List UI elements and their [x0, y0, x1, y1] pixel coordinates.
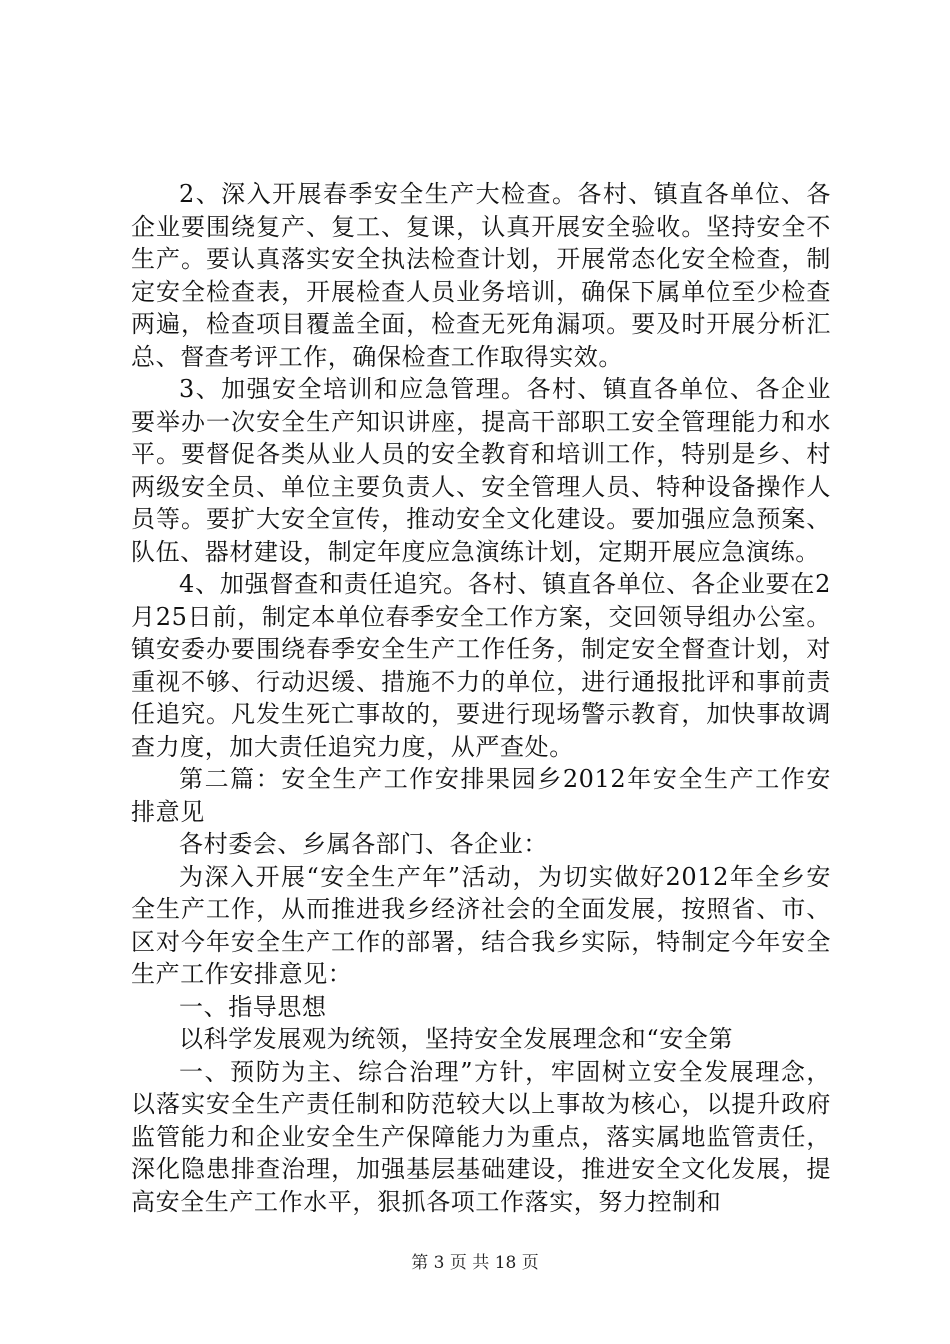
- salutation: 各村委会、乡属各部门、各企业：: [179, 830, 548, 858]
- document-body: [131, 178, 831, 1218]
- paragraph-supervision: 4、加强督查和责任追究。各村、镇直各单位、各企业要在2月25日前，制定本单位春季安全工作方案，交回领导组办公室。镇安委办要围绕春季安全生产工作任务，制定安全督查计划，对重视不够、行动迟缓、措施不力的单位，进行通报批评和事前责任追究。凡发生死亡事故的，要进行现场警示教育，加快事故调查力度，加大责任追究力度，从严查处。: [131, 570, 831, 761]
- paragraph-guiding-ideology-continued: 一、预防为主、综合治理”方针，牢固树立安全发展理念，以落实安全生产责任制和防范较大以上事故为核心，以提升政府监管能力和企业安全生产保障能力为重点，落实属地监管责任，深化隐患排查治理，加强基层基础建设，推进安全文化发展，提高安全生产工作水平，狠抓各项工作落实，努力控制和: [131, 1057, 831, 1216]
- heading-guiding-ideology: 一、指导思想: [179, 992, 327, 1021]
- paragraph-inspection: 2、深入开展春季安全生产大检查。各村、镇直各单位、各企业要围绕复产、复工、复课，认真开展安全验收。坚持安全不生产。要认真落实安全执法检查计划，开展常态化安全检查，制定安全检查表，开展检查人员业务培训，确保下属单位至少检查两遍，检查项目覆盖全面，检查无死角漏项。要及时开展分析汇总、督查考评工作，确保检查工作取得实效。: [131, 180, 831, 371]
- page-number-footer: 第 3 页 共 18 页: [411, 1253, 539, 1273]
- section-heading-part-two: 第二篇：安全生产工作安排果园乡2012年安全生产工作安排意见: [131, 765, 831, 826]
- paragraph-intro: 为深入开展“安全生产年”活动，为切实做好2012年全乡安全生产工作，从而推进我乡经济社会的全面发展，按照省、市、区对今年安全生产工作的部署，结合我乡实际，特制定今年安全生产工作安排意见：: [131, 862, 831, 988]
- paragraph-guiding-ideology-start: 以科学发展观为统领，坚持安全发展理念和“安全第: [179, 1025, 734, 1053]
- paragraph-training: 3、加强安全培训和应急管理。各村、镇直各单位、各企业要举办一次安全生产知识讲座，提高干部职工安全管理能力和水平。要督促各类从业人员的安全教育和培训工作，特别是乡、村两级安全员、单位主要负责人、安全管理人员、特种设备操作人员等。要扩大安全宣传，推动安全文化建设。要加强应急预案、队伍、器材建设，制定年度应急演练计划，定期开展应急演练。: [131, 375, 831, 566]
